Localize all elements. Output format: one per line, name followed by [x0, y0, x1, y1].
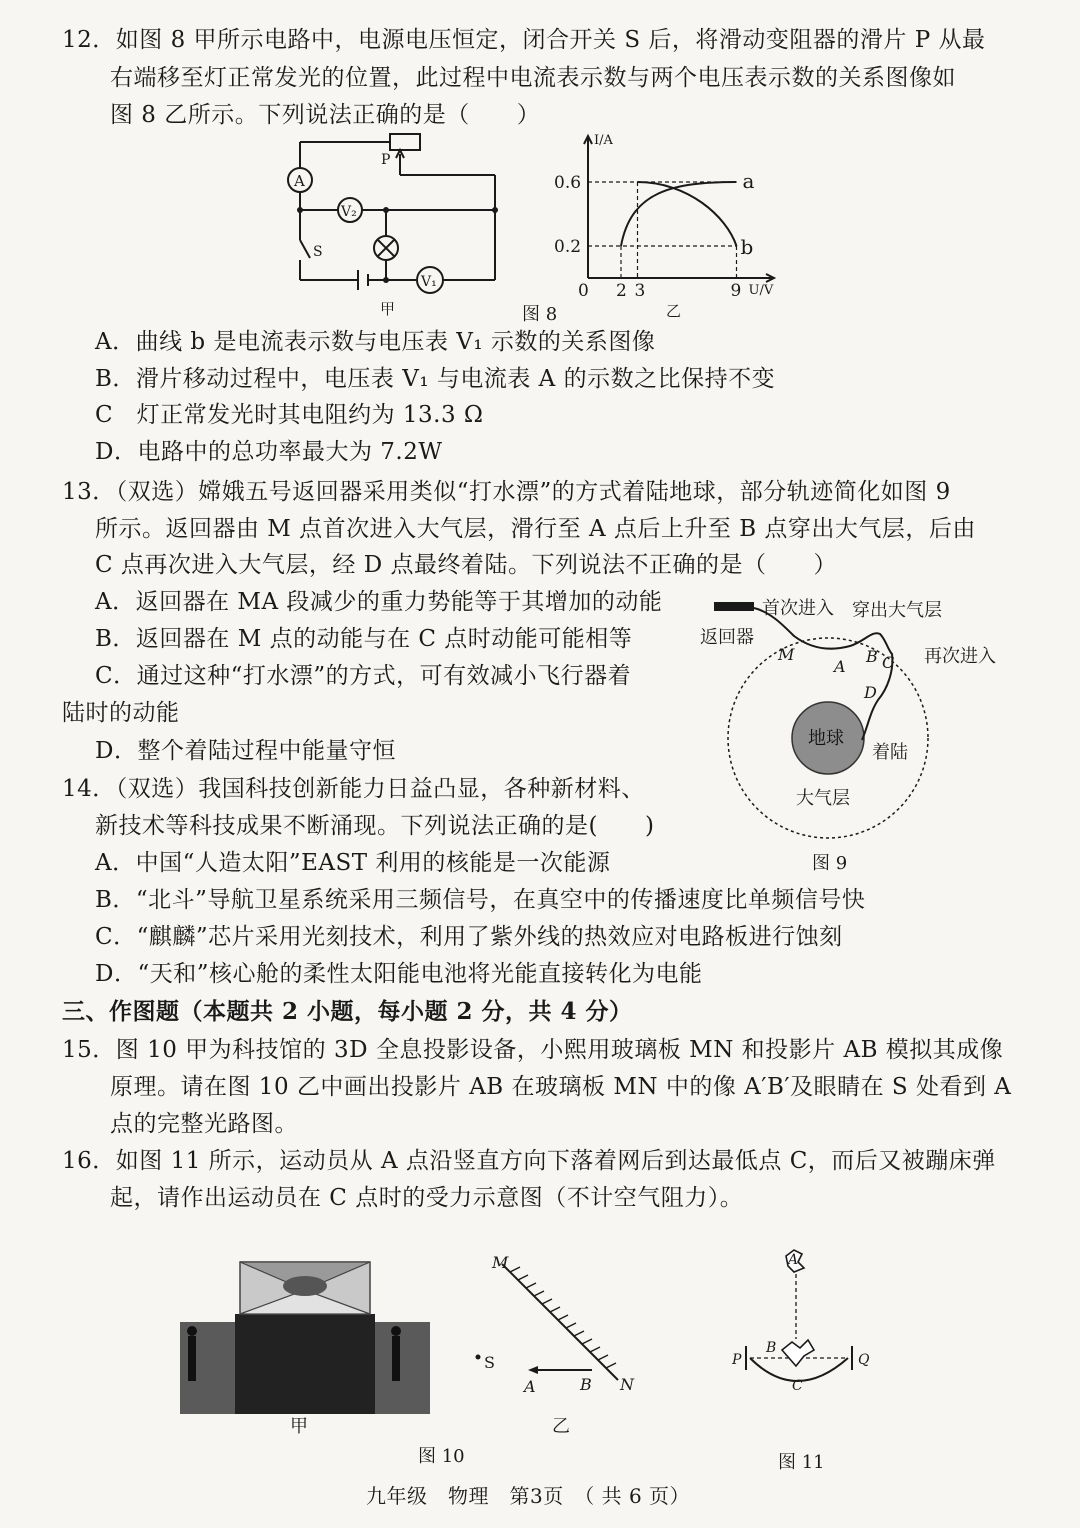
fig8-caption: 图 8: [522, 304, 558, 325]
q12-option-a: A．曲线 b 是电流表示数与电压表 V₁ 示数的关系图像: [95, 329, 656, 355]
fig11-label-c: C: [792, 1378, 803, 1394]
fig10-mirror-diagram: [470, 1250, 650, 1400]
fig10-label-m: M: [492, 1253, 509, 1272]
fig9-label-capsule: 返回器: [700, 627, 754, 648]
fig8-label-v1: V₁: [421, 274, 437, 290]
fig9-label-b: B: [866, 647, 878, 666]
fig9-label-a: A: [834, 657, 846, 676]
q13-option-d: D．整个着陆过程中能量守恒: [95, 738, 396, 764]
q13-stem-line2: 所示。返回器由 M 点首次进入大气层，滑行至 A 点后上升至 B 点穿出大气层，后由: [95, 516, 976, 542]
q13-option-b: B．返回器在 M 点的动能与在 C 点时动能可能相等: [95, 626, 633, 652]
chart8-series-a-curve: [621, 182, 737, 246]
chart8-series-a-label: a: [742, 169, 755, 193]
fig11-trampoline-diagram: [730, 1244, 880, 1404]
q12-option-c: C 灯正常发光时其电阻约为 13.3 Ω: [95, 402, 484, 428]
fig11-label-b: B: [766, 1340, 777, 1356]
q14-stem-line2: 新技术等科技成果不断涌现。下列说法正确的是( ): [95, 813, 655, 839]
chart8-y-tick-label: 0.2: [554, 237, 582, 257]
fig9-label-reentry: 再次进入: [924, 646, 996, 667]
q13-stem-line1: 13．（双选）嫦娥五号返回器采用类似“打水漂”的方式着陆地球，部分轨迹简化如图 9: [62, 479, 951, 505]
fig10-hologram-device-illustration: [180, 1244, 430, 1414]
fig10-label-s: S: [484, 1353, 495, 1372]
fig9-label-exit: 穿出大气层: [852, 600, 942, 621]
q15-stem-line3: 点的完整光路图。: [110, 1111, 298, 1137]
chart8-x-tick-label: 3: [634, 281, 646, 301]
fig11-label-p: P: [732, 1352, 742, 1368]
fig8-label-yi: 乙: [666, 302, 682, 320]
fig10-caption: 图 10: [418, 1446, 465, 1467]
section-3-heading: 三、作图题（本题共 2 小题，每小题 2 分，共 4 分）: [62, 998, 633, 1025]
chart8-x-axis-label: U/V: [748, 283, 774, 298]
fig9-label-c: C: [882, 653, 895, 672]
q13-option-a: A．返回器在 MA 段减少的重力势能等于其增加的动能: [95, 589, 663, 615]
fig11-caption: 图 11: [778, 1452, 825, 1473]
chart8-x-tick-label: 9: [730, 281, 742, 301]
q15-stem-line2: 原理。请在图 10 乙中画出投影片 AB 在玻璃板 MN 中的像 A′B′及眼睛在 S 处看到 A: [110, 1074, 1012, 1100]
fig9-label-first-entry: 首次进入: [762, 598, 834, 619]
q12-stem-line1: 12．如图 8 甲所示电路中，电源电压恒定，闭合开关 S 后，将滑动变阻器的滑片 P 从最: [62, 27, 986, 53]
fig10-label-b: B: [580, 1375, 592, 1394]
fig9-label-atmosphere: 大气层: [796, 788, 850, 809]
q13-option-c-cont: 陆时的动能: [62, 700, 180, 726]
q12-option-b: B．滑片移动过程中，电压表 V₁ 与电流表 A 的示数之比保持不变: [95, 366, 776, 392]
q14-option-b: B．“北斗”导航卫星系统采用三频信号，在真空中的传播速度比单频信号快: [95, 887, 866, 913]
chart8-series-b-label: b: [740, 235, 754, 259]
fig9-caption: 图 9: [812, 853, 848, 874]
fig9-label-m: M: [778, 645, 795, 664]
fig11-label-q: Q: [858, 1352, 870, 1368]
chart8-series-b-curve: [638, 182, 737, 246]
chart8-y-axis-label: I/A: [594, 133, 613, 148]
q14-stem-line1: 14．（双选）我国科技创新能力日益凸显，各种新材料、: [62, 776, 645, 802]
q13-stem-line3: C 点再次进入大气层，经 D 点最终着陆。下列说法不正确的是（ ）: [95, 552, 837, 578]
q16-stem-line1: 16．如图 11 所示，运动员从 A 点沿竖直方向下落着网后到达最低点 C，而后又被蹦床弹: [62, 1148, 996, 1174]
q16-stem-line2: 起，请作出运动员在 C 点时的受力示意图（不计空气阻力）。: [110, 1185, 744, 1211]
q14-option-d: D．“天和”核心舱的柔性太阳能电池将光能直接转化为电能: [95, 961, 703, 987]
fig10-label-n: N: [620, 1375, 634, 1394]
q14-option-c: C．“麒麟”芯片采用光刻技术，利用了紫外线的热效应对电路板进行蚀刻: [95, 924, 843, 950]
fig9-label-landing: 着陆: [872, 742, 908, 763]
fig11-label-a: A: [788, 1252, 799, 1268]
q12-option-d: D．电路中的总功率最大为 7.2W: [95, 439, 443, 465]
page-footer: 九年级 物理 第3页 （ 共 6 页）: [366, 1484, 691, 1508]
chart8-x-tick-label: 0: [578, 281, 589, 301]
fig10-label-a: A: [524, 1377, 536, 1396]
fig8-label-a: A: [294, 172, 305, 190]
fig9-label-earth: 地球: [808, 728, 844, 749]
fig8-label-jia: 甲: [380, 300, 396, 318]
fig10-label-yi: 乙: [552, 1416, 570, 1437]
fig8-graph: [550, 130, 790, 320]
fig8-circuit-diagram: [280, 130, 510, 320]
fig8-label-v2: V₂: [341, 204, 357, 220]
chart8-x-tick-label: 2: [616, 281, 627, 301]
fig8-label-p: P: [381, 152, 391, 168]
q14-option-a: A．中国“人造太阳”EAST 利用的核能是一次能源: [95, 850, 611, 876]
fig9-capsule-icon: [714, 602, 754, 611]
q12-stem-line3: 图 8 乙所示。下列说法正确的是（ ）: [110, 102, 541, 128]
q13-option-c: C．通过这种“打水漂”的方式，可有效减小飞行器着: [95, 663, 632, 689]
q12-stem-line2: 右端移至灯正常发光的位置，此过程中电流表示数与两个电压表示数的关系图像如: [110, 65, 956, 91]
fig10-label-jia: 甲: [290, 1416, 308, 1437]
q15-stem-line1: 15．图 10 甲为科技馆的 3D 全息投影设备，小熙用玻璃板 MN 和投影片 AB 模拟其成像: [62, 1037, 1004, 1063]
fig9-label-d: D: [864, 683, 877, 702]
chart8-y-tick-label: 0.6: [554, 173, 582, 193]
fig8-label-s: S: [313, 244, 323, 260]
